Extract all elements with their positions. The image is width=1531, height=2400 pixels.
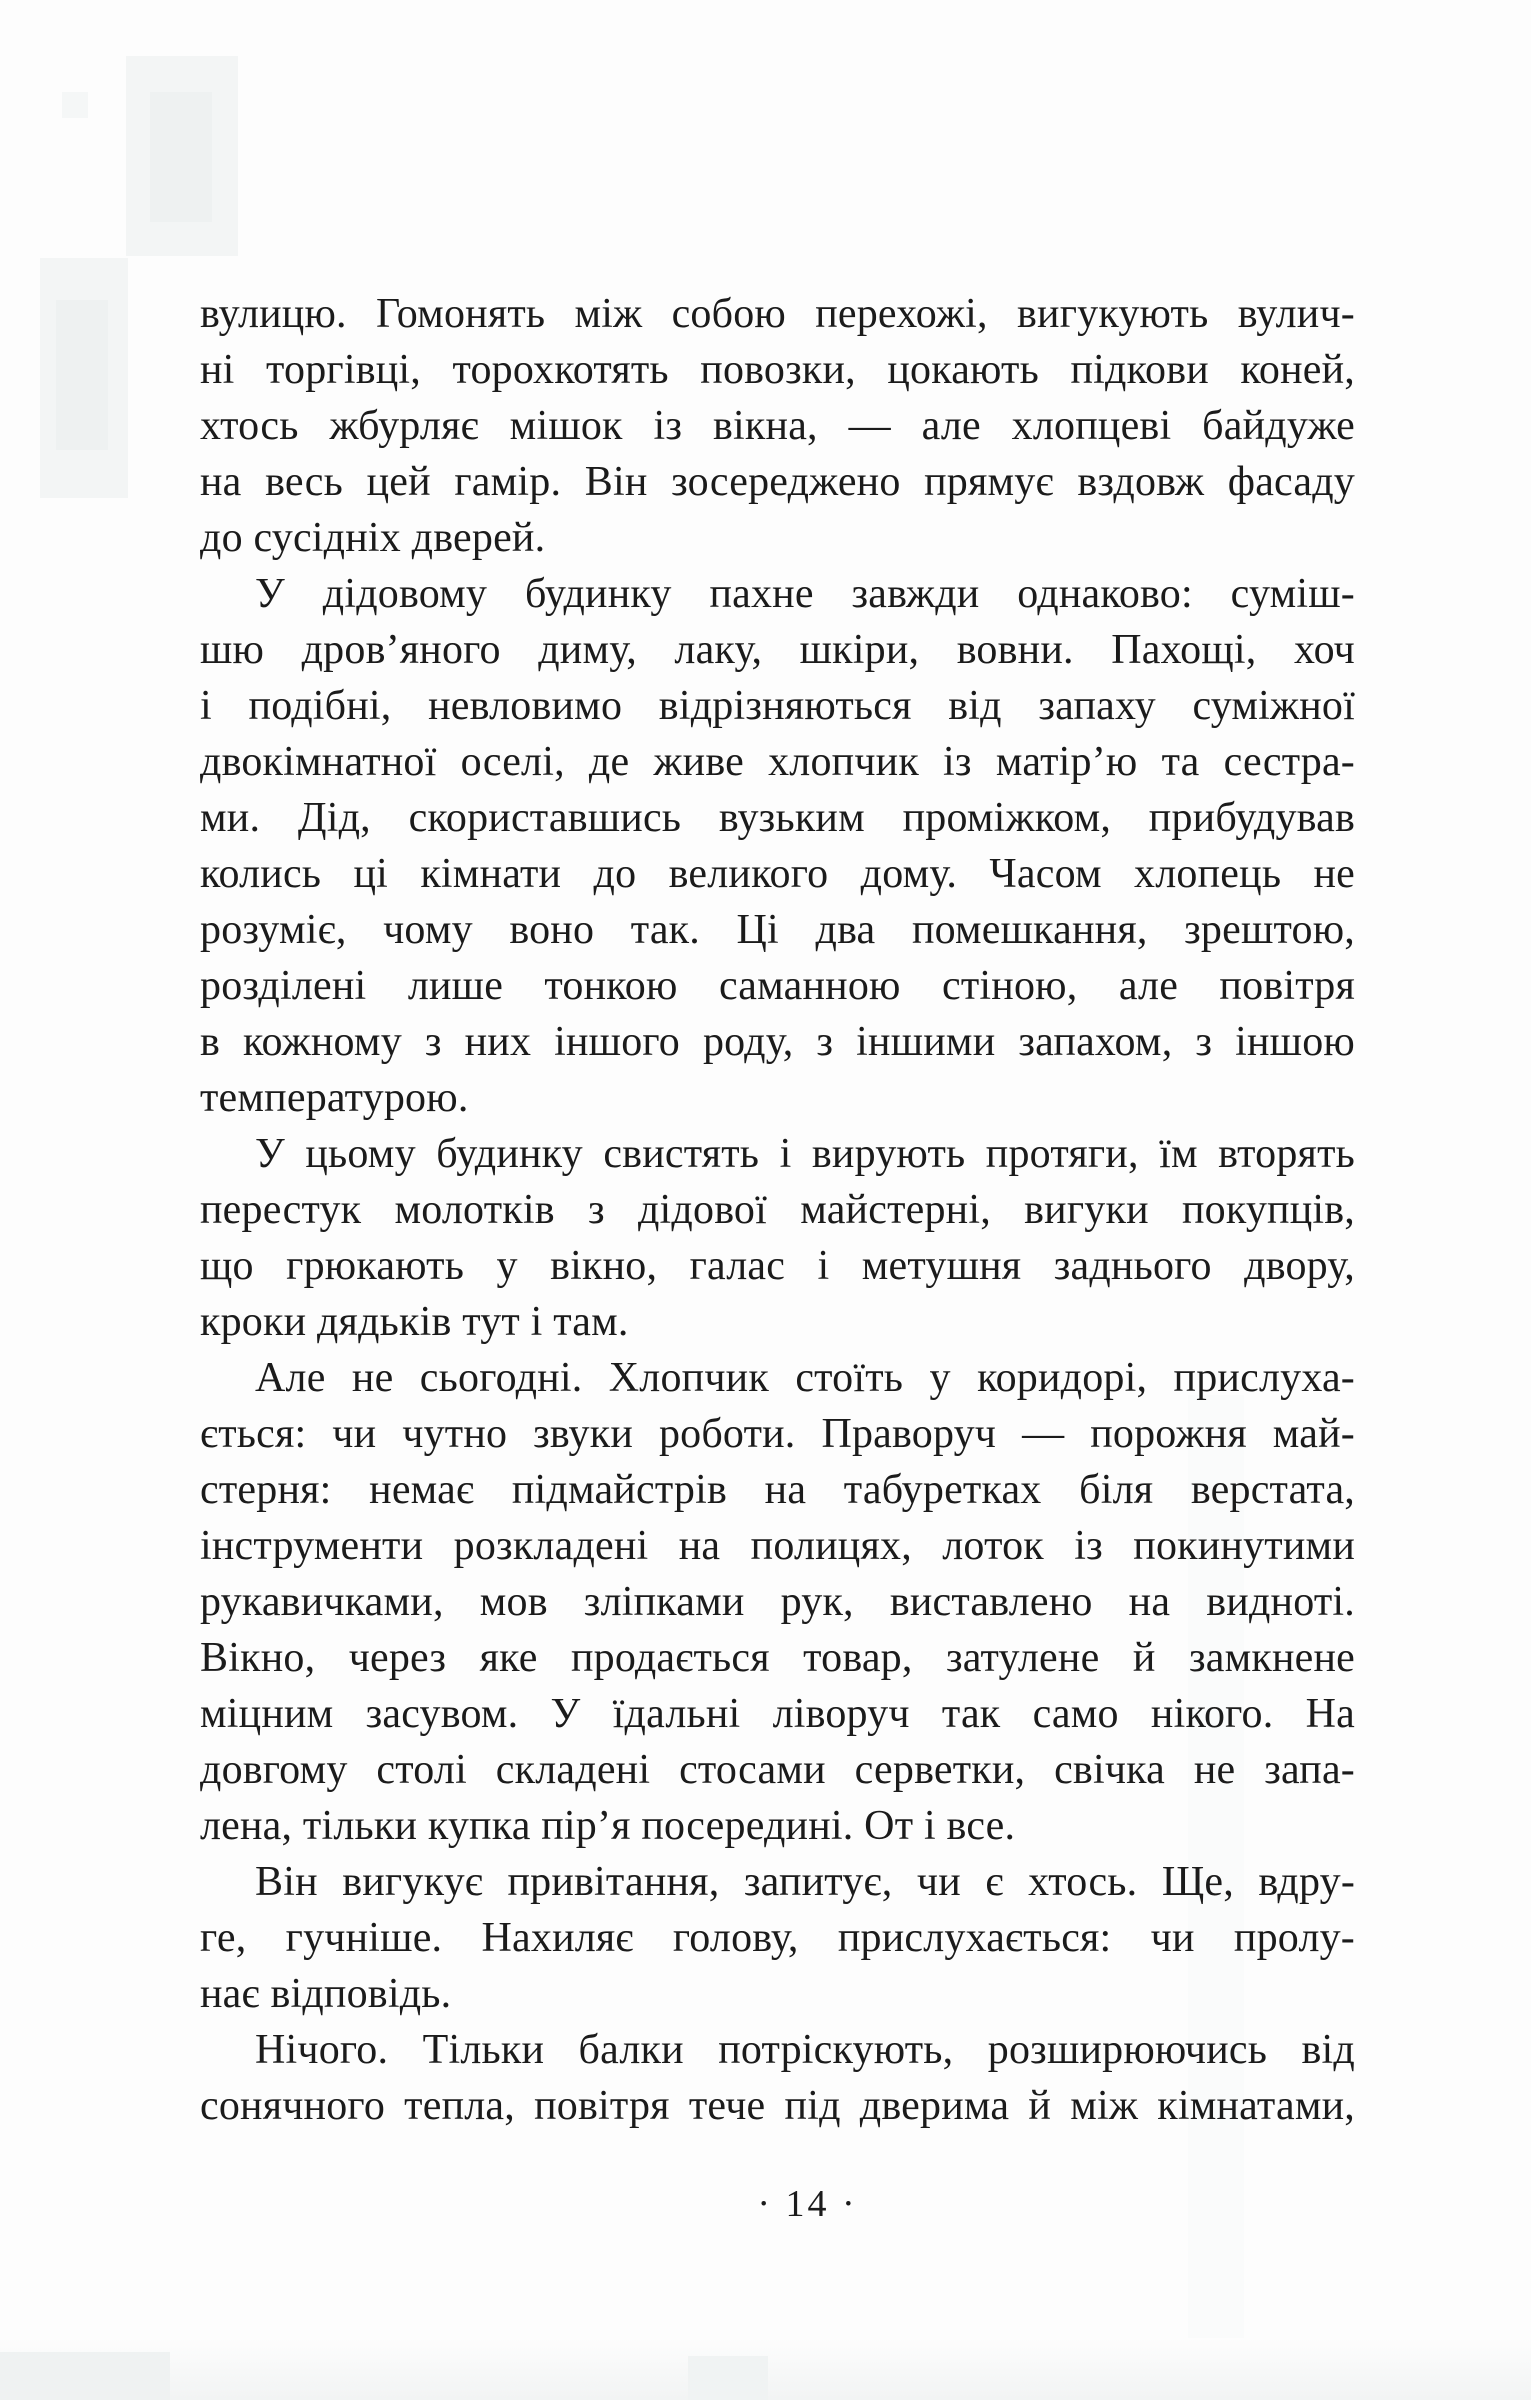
text-line: і подібні, невловимо відрізняються від запаху суміжної — [200, 683, 1355, 729]
text-line: інструменти розкладені на полицях, лоток із покинутими — [200, 1523, 1355, 1569]
text-block — [200, 286, 1355, 2134]
text-line: Вікно, через яке продається товар, затулене й замкнене — [200, 1635, 1355, 1681]
text-line: двокімнатної оселі, де живе хлопчик із матір’ю та сестра- — [200, 739, 1355, 785]
text-line: розділені лише тонкою саманною стіною, але повітря — [200, 963, 1355, 1009]
text-line: Він вигукує привітання, запитує, чи є хтось. Ще, вдру- — [255, 1859, 1355, 1905]
text-line: температурою. — [200, 1075, 469, 1121]
text-line: У цьому будинку свистять і вирують протяги, їм вторять — [255, 1131, 1355, 1177]
text-line: ні торгівці, торохкотять повозки, цокають підкови коней, — [200, 347, 1355, 393]
text-line: Але не сьогодні. Хлопчик стоїть у коридорі, прислуха- — [255, 1355, 1355, 1401]
text-line: в кожному з них іншого роду, з іншими запахом, з іншою — [200, 1019, 1355, 1065]
scan-artifact-left-smudge-core — [56, 300, 108, 450]
text-line: ється: чи чутно звуки роботи. Праворуч — порожня май- — [200, 1411, 1355, 1457]
text-line: довгому столі складені стосами серветки, свічка не запа- — [200, 1747, 1355, 1793]
text-line: стерня: немає підмайстрів на табуретках біля верстата, — [200, 1467, 1355, 1513]
text-line: нає відповідь. — [200, 1971, 452, 2017]
text-line: колись ці кімнати до великого дому. Часом хлопець не — [200, 851, 1355, 897]
text-line: міцним засувом. У їдальні ліворуч так само нікого. На — [200, 1691, 1355, 1737]
text-line: ми. Дід, скориставшись вузьким проміжком, прибудував — [200, 795, 1355, 841]
text-line: хтось жбурляє мішок із вікна, — але хлопцеві байдуже — [200, 403, 1355, 449]
text-line: на весь цей гамір. Він зосереджено прямує вздовж фасаду — [200, 459, 1355, 505]
text-line: У дідовому будинку пахне завжди однаково: суміш- — [255, 571, 1355, 617]
text-line: шю дров’яного диму, лаку, шкіри, вовни. Пахощі, хоч — [200, 627, 1355, 673]
text-line: кроки дядьків тут і там. — [200, 1299, 629, 1345]
scan-artifact-dot — [62, 92, 88, 118]
text-line: лена, тільки купка пір’я посередині. От і все. — [200, 1803, 1016, 1849]
text-line: що грюкають у вікно, галас і метушня заднього двору, — [200, 1243, 1355, 1289]
text-line: розуміє, чому воно так. Ці два помешкання, зрештою, — [200, 907, 1355, 953]
scan-artifact-bottom-left-block — [0, 2352, 170, 2400]
text-line: сонячного тепла, повітря тече під дверима й між кімнатами, — [200, 2083, 1355, 2129]
text-line: Нічого. Тільки балки потріскують, розширюючись від — [255, 2027, 1355, 2073]
text-line: рукавичками, мов зліпками рук, виставлено на видноті. — [200, 1579, 1355, 1625]
scan-artifact-top-smudge-core — [150, 92, 212, 222]
page-number: · 14 · — [757, 2183, 858, 2225]
text-line: до сусідніх дверей. — [200, 515, 546, 561]
text-line: ге, гучніше. Нахиляє голову, прислухається: чи пролу- — [200, 1915, 1355, 1961]
text-line: перестук молотків з дідової майстерні, вигуки покупців, — [200, 1187, 1355, 1233]
text-line: вулицю. Гомонять між собою перехожі, вигукують вулич- — [200, 291, 1355, 337]
scan-artifact-bottom-mid-block — [688, 2356, 768, 2400]
